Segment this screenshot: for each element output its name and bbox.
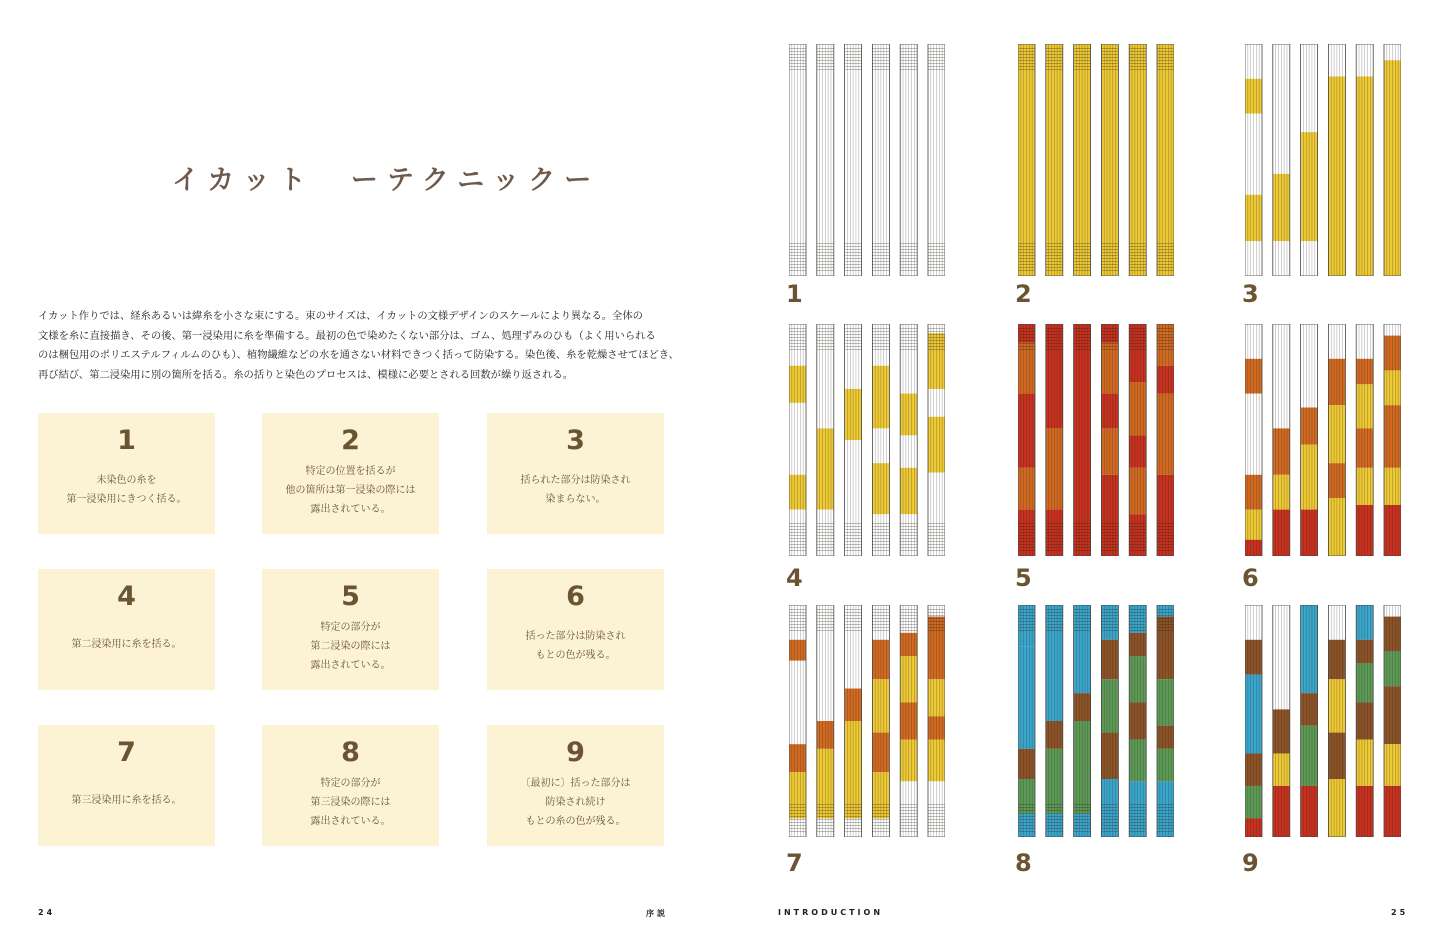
step-number: 4 [117, 581, 136, 612]
step-number: 5 [341, 581, 360, 612]
thread-bundle [928, 44, 945, 276]
step-description-line: 露出されている。 [310, 816, 391, 827]
panel-label: 1 [786, 280, 803, 308]
thread-bundles-svg [789, 44, 945, 276]
thread-bundle [817, 44, 834, 276]
thread-bundle-panel [1245, 605, 1401, 837]
step-description-line: 第一浸染用にきつく括る。 [66, 494, 187, 505]
right-page [721, 0, 1442, 941]
thread-bundle [1074, 324, 1091, 556]
step-description-line: 第二浸染の際には [310, 641, 391, 652]
thread-bundles-svg [789, 324, 945, 556]
step-card [487, 569, 664, 690]
thread-bundle [1328, 44, 1345, 276]
thread-bundle [1273, 44, 1290, 276]
thread-bundle [1328, 605, 1345, 837]
thread-bundle [1301, 605, 1318, 837]
thread-bundle [1384, 605, 1401, 837]
panel-label: 8 [1015, 849, 1032, 877]
thread-bundle-panel [1018, 44, 1174, 276]
thread-bundles-svg [1018, 605, 1174, 837]
thread-bundle [1245, 605, 1262, 837]
thread-bundle [1129, 605, 1146, 837]
thread-bundle [1046, 324, 1063, 556]
thread-bundle [845, 44, 862, 276]
thread-bundles-svg [1018, 324, 1174, 556]
step-number: 7 [117, 737, 136, 768]
step-number: 6 [566, 581, 585, 612]
thread-bundle-panel [1018, 605, 1174, 837]
step-description [262, 774, 439, 831]
step-card [262, 413, 439, 534]
thread-bundle [872, 324, 889, 556]
thread-bundle [789, 605, 806, 837]
thread-bundle [872, 44, 889, 276]
step-description-line: 第三浸染用に糸を括る。 [71, 795, 182, 806]
step-card [38, 725, 215, 846]
thread-bundle [1273, 324, 1290, 556]
step-description [262, 462, 439, 519]
thread-bundle [1301, 44, 1318, 276]
step-description [38, 471, 215, 509]
step-description [487, 774, 664, 831]
step-description-line: 特定の部分が [320, 778, 381, 789]
right-page-number: 25 [1391, 908, 1409, 917]
step-number: 1 [117, 425, 136, 456]
thread-bundle [1101, 324, 1118, 556]
thread-bundle [1245, 44, 1262, 276]
thread-bundle [1273, 605, 1290, 837]
panel-label: 4 [786, 564, 803, 592]
thread-bundle [1384, 324, 1401, 556]
thread-bundle [1301, 324, 1318, 556]
step-card [38, 413, 215, 534]
panel-label: 2 [1015, 280, 1032, 308]
step-card [487, 413, 664, 534]
step-description-line: 括った部分は防染され [525, 631, 626, 642]
thread-bundles-svg [789, 605, 945, 837]
panel-label: 5 [1015, 564, 1032, 592]
thread-bundle [1074, 44, 1091, 276]
thread-bundle [1157, 324, 1174, 556]
thread-bundle [1129, 44, 1146, 276]
panel-label: 3 [1242, 280, 1259, 308]
thread-bundle [900, 44, 917, 276]
thread-bundle [845, 605, 862, 837]
thread-bundle [900, 605, 917, 837]
thread-bundle [1356, 605, 1373, 837]
intro-line: のは梱包用のポリエステルフィルムのひも）、植物繊維などの水を通さない材料できつく括って防染する。染色後、糸を乾燥させてほどき、 [38, 349, 679, 362]
thread-bundles-svg [1245, 44, 1401, 276]
step-description-line: 防染され続け [545, 797, 606, 808]
thread-bundles-svg [1245, 605, 1401, 837]
step-number: 9 [566, 737, 585, 768]
thread-bundle [1245, 324, 1262, 556]
thread-bundle [1018, 44, 1035, 276]
thread-bundle [928, 605, 945, 837]
page-title: イカット ーテクニックー [172, 165, 601, 196]
step-description-line: もとの色が残る。 [535, 650, 616, 661]
thread-bundle [817, 324, 834, 556]
step-description-line: 括られた部分は防染され [520, 475, 631, 486]
thread-bundle-panel [789, 605, 945, 837]
thread-bundle [1129, 324, 1146, 556]
thread-bundle [1046, 44, 1063, 276]
step-card [38, 569, 215, 690]
left-section-label: 序説 [646, 909, 668, 918]
thread-bundle-panel [1245, 44, 1401, 276]
thread-bundle [1101, 44, 1118, 276]
thread-bundle [1384, 44, 1401, 276]
step-description-line: 特定の位置を括るが [305, 466, 396, 477]
step-description-line: 特定の部分が [320, 622, 381, 633]
step-description-line: もとの糸の色が残る。 [525, 816, 626, 827]
panel-label: 6 [1242, 564, 1259, 592]
step-description [487, 627, 664, 665]
thread-bundle [789, 324, 806, 556]
intro-line: イカット作りでは、経糸あるいは緯糸を小さな束にする。束のサイズは、イカットの文様デザインのスケールにより異なる。全体の [38, 310, 643, 322]
thread-bundle-panel [1018, 324, 1174, 556]
thread-bundle-panel [789, 324, 945, 556]
step-description [487, 471, 664, 509]
step-card [262, 569, 439, 690]
thread-bundle [1018, 324, 1035, 556]
thread-bundle [872, 605, 889, 837]
intro-line: 再び結び、第二浸染用に別の箇所を括る。糸の括りと染色のプロセスは、模様に必要とされる回数が繰り返される。 [38, 368, 574, 381]
thread-bundle [1101, 605, 1118, 837]
step-number: 8 [341, 737, 360, 768]
thread-bundle [1157, 44, 1174, 276]
thread-bundle [1046, 605, 1063, 837]
thread-bundle [900, 324, 917, 556]
left-page-number: 24 [38, 908, 56, 917]
thread-bundles-svg [1245, 324, 1401, 556]
step-card [487, 725, 664, 846]
step-description-line: 未染色の糸を [96, 475, 157, 486]
intro-line: 文様を糸に直接描き、その後、第一浸染用に糸を準備する。最初の色で染めたくない部分は、ゴム、処理ずみのひも（よく用いられる [38, 329, 656, 342]
thread-bundle [789, 44, 806, 276]
thread-bundle [1356, 324, 1373, 556]
step-description-line: 第三浸染の際には [310, 797, 391, 808]
step-description-line: 〔最初に〕括った部分は [520, 778, 631, 789]
step-description-line: 第二浸染用に糸を括る。 [71, 639, 182, 650]
right-section-label: INTRODUCTION [778, 908, 884, 917]
step-description [38, 791, 215, 810]
step-description-line: 染まらない。 [545, 494, 606, 505]
thread-bundle [928, 324, 945, 556]
thread-bundle-panel [1245, 324, 1401, 556]
step-description [38, 635, 215, 654]
thread-bundle [1356, 44, 1373, 276]
step-description-line: 露出されている。 [310, 660, 391, 671]
thread-bundle [1157, 605, 1174, 837]
step-description [262, 618, 439, 675]
panel-label: 9 [1242, 849, 1259, 877]
thread-bundles-svg [1018, 44, 1174, 276]
intro-paragraph [38, 307, 679, 385]
step-number: 3 [566, 425, 585, 456]
thread-bundle [1018, 605, 1035, 837]
step-description-line: 露出されている。 [310, 504, 391, 515]
thread-bundle [1074, 605, 1091, 837]
panel-label: 7 [786, 849, 803, 877]
step-description-line: 他の箇所は第一浸染の際には [285, 485, 416, 496]
thread-bundle [817, 605, 834, 837]
step-card [262, 725, 439, 846]
thread-bundle [845, 324, 862, 556]
thread-bundle-panel [789, 44, 945, 276]
step-number: 2 [341, 425, 360, 456]
thread-bundle [1328, 324, 1345, 556]
